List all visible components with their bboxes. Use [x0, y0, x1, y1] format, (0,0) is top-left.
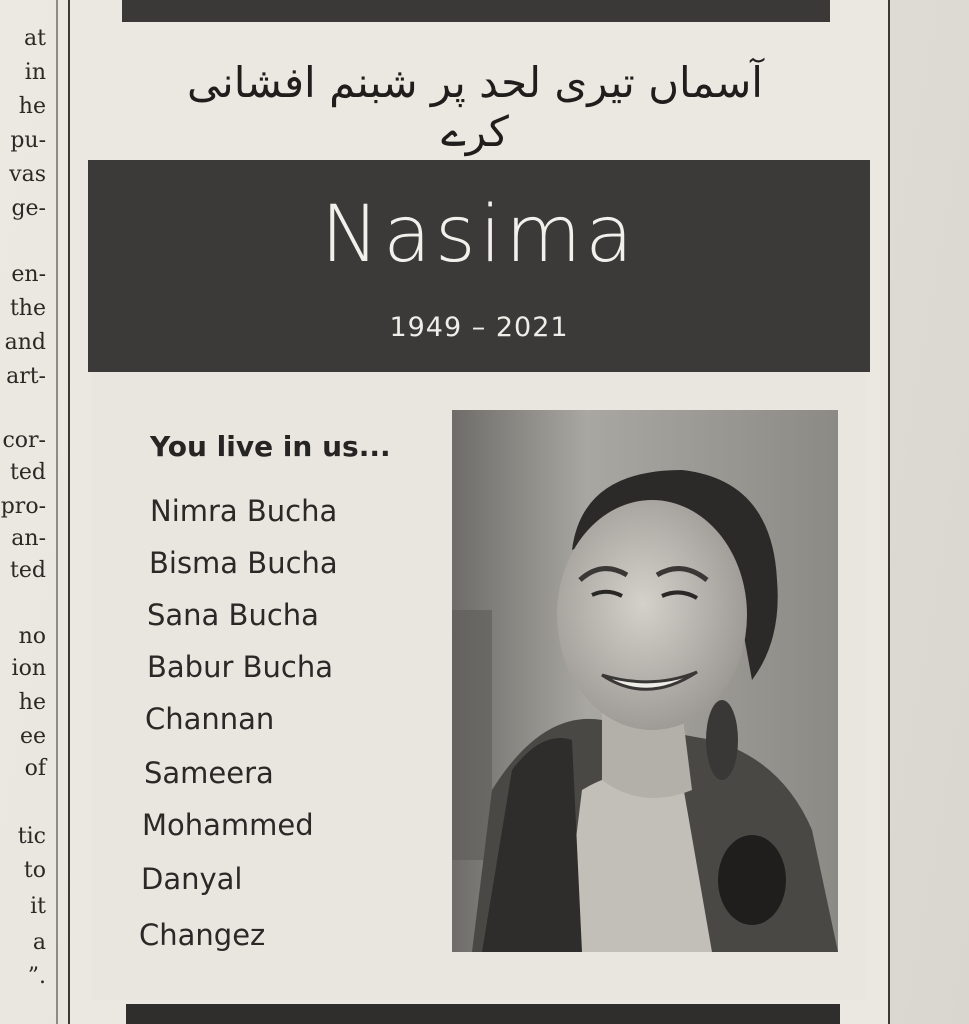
- article-fragment: ted: [10, 558, 46, 583]
- article-fragment: of: [24, 756, 46, 781]
- family-member: Changez: [139, 918, 266, 952]
- article-fragment: ion: [11, 656, 46, 681]
- article-fragment: a: [32, 930, 46, 955]
- bottom-border-bar: [126, 1004, 840, 1024]
- portrait-illustration: [452, 410, 838, 952]
- article-fragment: ge-: [11, 196, 46, 221]
- article-fragment: it: [30, 894, 46, 919]
- family-member: Danyal: [141, 862, 243, 896]
- article-fragment: the: [9, 296, 46, 321]
- article-fragment: at: [24, 26, 46, 51]
- article-fragment: he: [18, 94, 46, 119]
- article-fragment: in: [24, 60, 46, 85]
- article-fragment: tic: [17, 824, 46, 849]
- family-member: Sana Bucha: [147, 598, 319, 632]
- article-fragment: ted: [10, 460, 46, 485]
- article-fragment: en-: [11, 262, 46, 287]
- tagline: You live in us...: [150, 430, 391, 463]
- urdu-verse: آسماں تیری لحد پر شبنم افشانی کرے: [187, 58, 763, 156]
- family-member: Babur Bucha: [147, 650, 333, 684]
- family-member: Sameera: [144, 756, 274, 790]
- article-fragment: art-: [6, 364, 46, 389]
- article-fragment: vas: [9, 162, 46, 187]
- article-fragment: ee: [19, 724, 46, 749]
- article-fragment: pu-: [10, 128, 46, 153]
- family-member: Channan: [145, 702, 275, 736]
- top-border-bar: [122, 0, 830, 22]
- article-fragment: cor-: [2, 428, 46, 453]
- portrait-photo: [452, 410, 838, 952]
- article-fragment: to: [23, 858, 46, 883]
- family-member: Mohammed: [142, 808, 314, 842]
- article-fragment: he: [18, 690, 46, 715]
- family-member: Nimra Bucha: [150, 494, 338, 528]
- column-divider: [56, 0, 58, 1024]
- adjacent-article-column: [0, 0, 52, 1024]
- article-fragment: pro-: [0, 494, 46, 519]
- article-fragment: an-: [11, 526, 46, 551]
- article-fragment: no: [18, 624, 46, 649]
- deceased-name: Nasima: [320, 190, 638, 280]
- life-years: 1949 – 2021: [389, 312, 569, 343]
- article-fragment: ”.: [27, 964, 46, 989]
- article-fragment: and: [4, 330, 46, 355]
- family-member: Bisma Bucha: [149, 546, 338, 580]
